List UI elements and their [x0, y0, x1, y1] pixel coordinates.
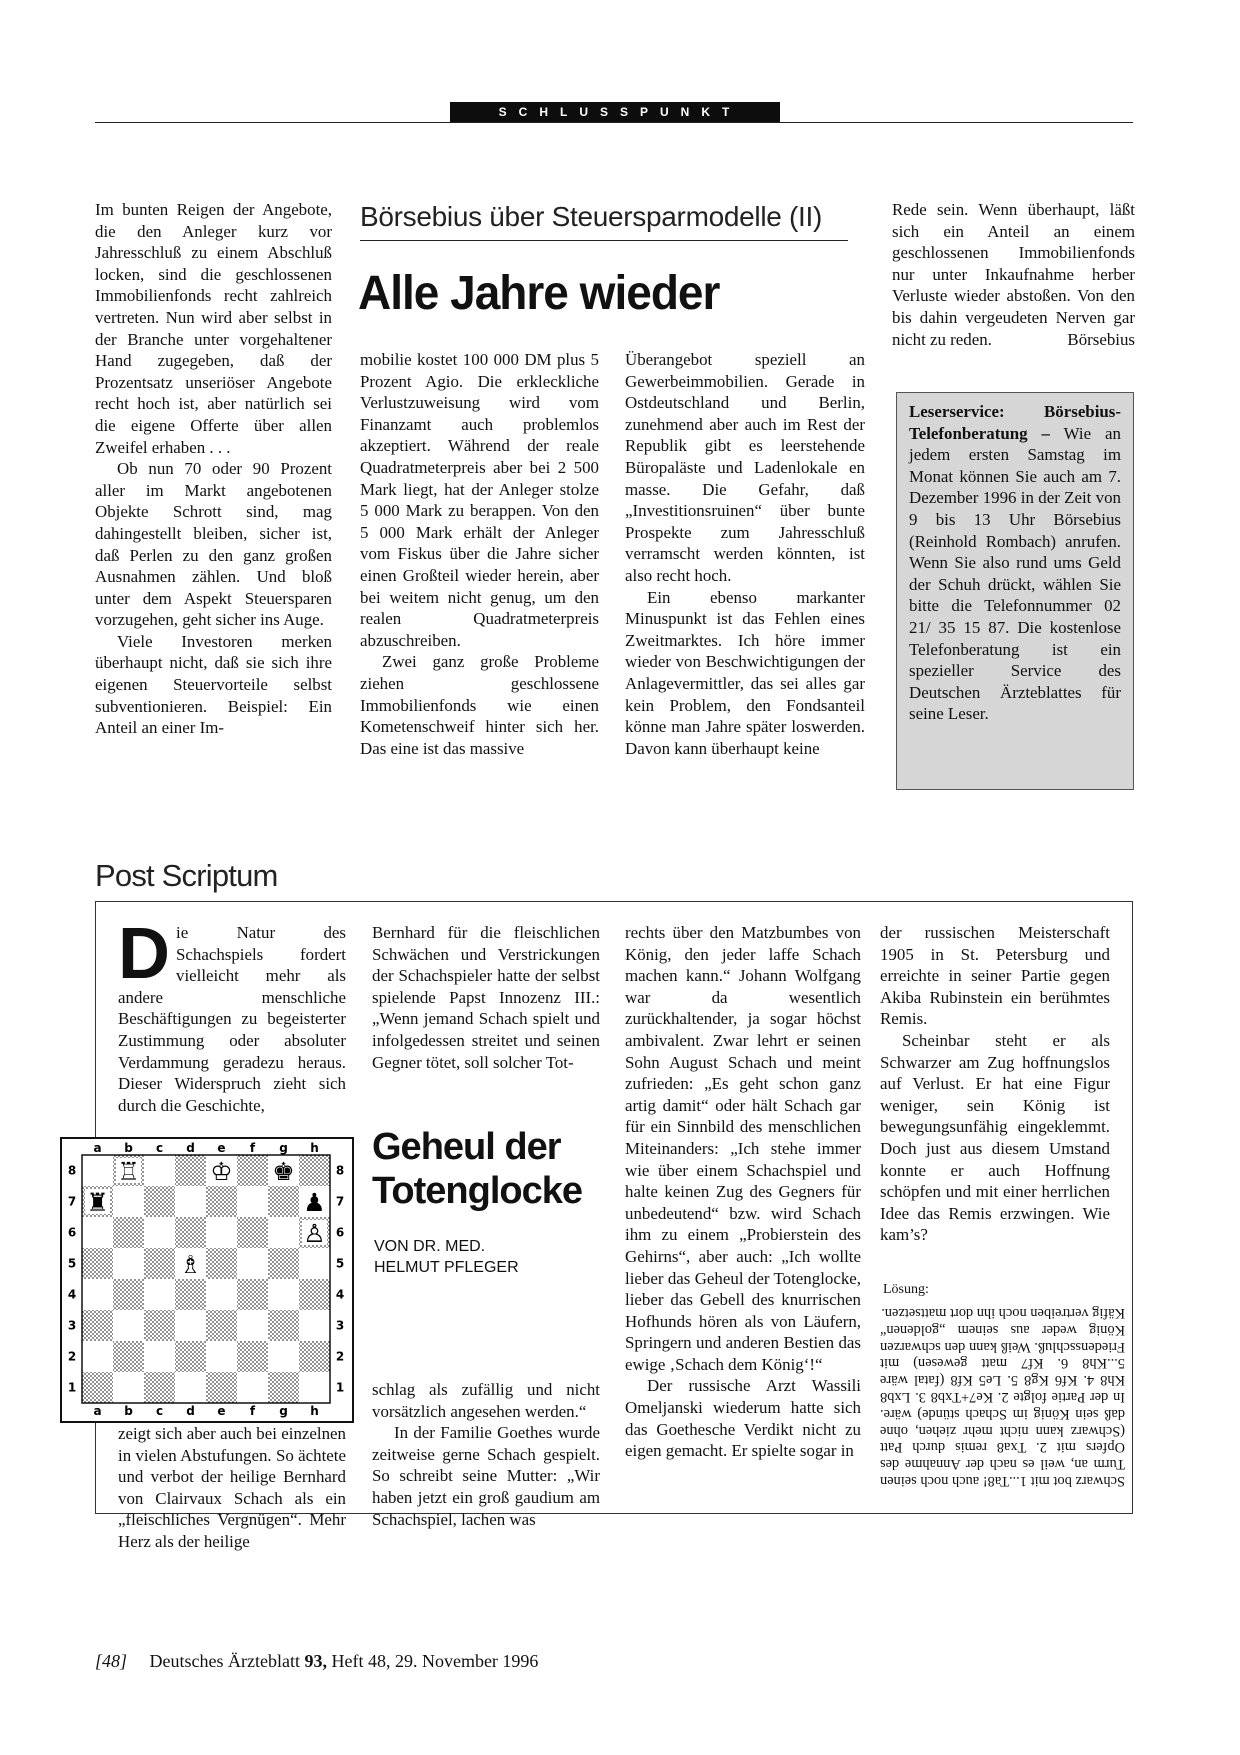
board-square-a1: [82, 1372, 113, 1403]
board-square-b1: [113, 1372, 144, 1403]
journal-volume: 93,: [304, 1651, 327, 1671]
article-paragraph: Rede sein. Wenn überhaupt, läßt sich ein Anteil an einem geschlossenen Immobilienfonds nur unter Inkaufnahme herber Verluste wieder abstoßen. Von den bis dahin vergeudeten Nerven gar nicht zu reden.: [892, 200, 1135, 349]
article-column-2: [360, 349, 599, 759]
article-column-3: [625, 349, 865, 759]
board-square-b4: [113, 1279, 144, 1310]
ps-byline: [374, 1236, 519, 1278]
board-square-d6: [175, 1217, 206, 1248]
file-label-h: h: [310, 1141, 319, 1155]
white-pawn-h6-icon: ♙: [303, 1219, 326, 1248]
chess-board-svg: [62, 1139, 352, 1421]
board-square-c8: [144, 1155, 175, 1186]
file-label-g: g: [279, 1404, 288, 1418]
author-signature: Börsebius: [1067, 329, 1135, 349]
board-square-c4: [144, 1279, 175, 1310]
board-square-h4: [299, 1279, 330, 1310]
file-label-f: f: [249, 1404, 256, 1418]
ps-paragraph: ie Natur des Schachspiels fordert vielleicht mehr als andere menschliche Beschäftigungen zu begeisterter Zustimmung oder absoluter Verdammung geradezu heraus. Dieser Widerspruch zieht sich durch die Geschichte,: [118, 923, 346, 1115]
article-paragraph: Ob nun 70 oder 90 Prozent aller im Markt angebotenen Objekte Schrott sind, mag dahingestellt bleiben, sicher ist, daß Perlen zu den ganz großen Ausnahmen zählen. Und bloß unter dem Aspekt Steuersparen vorzugehen, geht sicher ins Auge.: [95, 459, 332, 630]
reader-service-title: Leserservice: Börsebius-Telefonberatung –: [909, 402, 1121, 443]
rank-label-5: 5: [67, 1256, 77, 1271]
file-label-b: b: [124, 1404, 133, 1418]
board-square-b7: [113, 1186, 144, 1217]
board-square-e3: [206, 1310, 237, 1341]
board-square-f6: [237, 1217, 268, 1248]
board-square-g3: [268, 1310, 299, 1341]
board-square-c6: [144, 1217, 175, 1248]
file-label-c: c: [155, 1141, 164, 1155]
board-square-f8: [237, 1155, 268, 1186]
white-rook-b8-icon: ♖: [117, 1157, 140, 1186]
black-rook-a7-icon: ♜: [86, 1188, 109, 1217]
board-square-c5: [144, 1248, 175, 1279]
solution-label: Lösung:: [883, 1282, 929, 1297]
rank-label-6: 6: [67, 1225, 77, 1240]
board-square-a6: [82, 1217, 113, 1248]
solution-upside-down: Schwarz bot mit 1...Ta8! auch noch seinen Turm an, weil es nach der Annahme des Opfers mit 2. Txa8 remis durch Patt (Schwarz kann nicht mehr ziehen, ohne daß sein König im Schach stünde) wäre. In der Partie folgte 2. Ke7+Txb8 3. Lxb8 Kh8 4. Kf6 Kg8 5. Le5 Kf8 (fatal wäre 5...Kh8 6. Kf7 matt gewesen) mit Friedensschluß. Weiß kann den schwarzen König weder aus seinem „goldenen“ Käfig vertreiben noch ihn dort mattsetzen.: [880, 1304, 1125, 1489]
board-square-a2: [82, 1341, 113, 1372]
ps-column-1-bottom: [118, 1423, 346, 1553]
ps-column-2-bottom: [372, 1379, 600, 1530]
board-squares: [82, 1155, 330, 1403]
board-square-a5: [82, 1248, 113, 1279]
journal-issue: Heft 48, 29. November 1996: [331, 1651, 539, 1671]
board-square-d8: [175, 1155, 206, 1186]
rank-label-7: 7: [67, 1194, 77, 1209]
board-square-e6: [206, 1217, 237, 1248]
post-scriptum-title: Post Scriptum: [95, 858, 278, 893]
board-square-d3: [175, 1310, 206, 1341]
article-paragraph: Ein ebenso markanter Minuspunkt ist das Fehlen eines Zweitmarktes. Ich höre immer wieder von Beschwichtigungen der Anlagevermittler, das sei alles gar kein Problem, den Fondsanteil könne man Jahre später loswerden. Davon kann überhaupt keine: [625, 587, 865, 758]
file-label-e: e: [217, 1404, 226, 1418]
rank-label-5: 5: [335, 1256, 345, 1271]
article-paragraph: Im bunten Reigen der Angebote, die den Anleger kurz vor Jahresschluß zu einem Abschluß locken, sind die geschlossenen Immobilienfonds recht zahlreich vertreten. Nun wird aber selbst in der Branche unter vorgehaltener Hand zugegeben, daß der Prozentsatz unseriöser Angebote recht hoch ist, aber natürlich sei die eigene Offerte über allen Zweifel erhaben . . .: [95, 200, 332, 457]
board-square-f2: [237, 1341, 268, 1372]
board-square-e7: [206, 1186, 237, 1217]
board-square-g5: [268, 1248, 299, 1279]
board-square-d7: [175, 1186, 206, 1217]
rank-label-1: 1: [335, 1380, 345, 1395]
file-label-e: e: [217, 1141, 226, 1155]
header-rule: [95, 122, 1133, 123]
ps-column-4: [880, 922, 1110, 1246]
article-paragraph: Viele Investoren merken überhaupt nicht, daß sie sich ihre eigenen Steuervorteile selbst subventionieren. Beispiel: Ein Anteil an einer Im-: [95, 631, 332, 738]
rank-label-8: 8: [335, 1163, 345, 1178]
journal-name: Deutsches Ärzteblatt: [149, 1651, 300, 1671]
board-square-h8: [299, 1155, 330, 1186]
ps-paragraph: der russischen Meisterschaft 1905 in St. Petersburg und erreichte in seiner Partie gegen Akiba Rubinstein ein berühmtes Remis.: [880, 923, 1110, 1029]
drop-cap: D: [118, 914, 170, 994]
file-label-d: d: [186, 1141, 195, 1155]
article-paragraph: mobilie kostet 100 000 DM plus 5 Prozent Agio. Die erkleckliche Verlustzuweisung wird vom Finanzamt auch problemlos akzeptiert. Während der reale Quadratmeterpreis aber bei 2 500 Mark liegt, hat der Anleger stolze 5 000 Mark zu berappen. Von den 5 000 Mark erhält der Anleger vom Fiskus über die Jahre sicher einen Großteil wieder herein, aber bei weitem nicht genug, um den realen Quadratmeterpreis abzuschreiben.: [360, 350, 599, 650]
board-square-h1: [299, 1372, 330, 1403]
ps-paragraph: schlag als zufällig und nicht vorsätzlich angesehen werden.“: [372, 1380, 600, 1421]
board-square-b3: [113, 1310, 144, 1341]
board-square-e2: [206, 1341, 237, 1372]
board-square-b5: [113, 1248, 144, 1279]
ps-paragraph: Scheinbar steht er als Schwarzer am Zug hoffnungslos auf Verlust. Er hat eine Figur weniger, sein König ist bewegungsunfähig eingeklemmt. Doch just aus diesem Umstand konnte er auch Hoffnung schöpfen und mit einer herrlichen Idee das Remis erzwingen. Wie kam’s?: [880, 1030, 1110, 1245]
board-square-f4: [237, 1279, 268, 1310]
board-square-e1: [206, 1372, 237, 1403]
rank-label-2: 2: [67, 1349, 77, 1364]
board-square-a4: [82, 1279, 113, 1310]
rank-label-7: 7: [335, 1194, 345, 1209]
board-square-c7: [144, 1186, 175, 1217]
article-paragraph: Überangebot speziell an Gewerbeimmobilien. Gerade in Ostdeutschland und Berlin, zunehmend aber auch im Rest der Republik gibt es leerstehende Büropaläste und Ladenlokale en masse. Die Gefahr, daß „Investitionsruinen“ über bunte Prospekte zum Jahresschluß verramscht werden könnten, ist also recht hoch.: [625, 350, 865, 585]
page-number: [48]: [95, 1651, 128, 1671]
rank-label-2: 2: [335, 1349, 345, 1364]
board-square-h3: [299, 1310, 330, 1341]
file-label-a: a: [93, 1404, 102, 1418]
page-footer: [95, 1651, 538, 1672]
white-bishop-d5-icon: ♗: [179, 1250, 202, 1279]
ps-headline: Geheul der Totenglocke: [372, 1126, 582, 1212]
board-square-d2: [175, 1341, 206, 1372]
article-kicker: Börsebius über Steuersparmodelle (II): [360, 201, 823, 232]
file-label-a: a: [93, 1141, 102, 1155]
board-square-h2: [299, 1341, 330, 1372]
ps-paragraph: zeigt sich aber auch bei einzelnen in vielen Abstufungen. So ächtete und verbot der heilige Bernhard von Clairvaux Schach als ein „fleischliches Vergnügen“. Mehr Herz als der heilige: [118, 1424, 346, 1551]
board-square-d1: [175, 1372, 206, 1403]
rank-label-3: 3: [335, 1318, 345, 1333]
ps-column-2-top: [372, 922, 600, 1073]
board-square-f5: [237, 1248, 268, 1279]
article-column-1: [95, 199, 332, 739]
article-paragraph: Zwei ganz große Probleme ziehen geschlossene Immobilienfonds wie einen Kometenschweif hinter sich her. Das eine ist das massive: [360, 652, 599, 758]
board-square-g7: [268, 1186, 299, 1217]
board-square-g6: [268, 1217, 299, 1248]
rank-label-4: 4: [67, 1287, 77, 1302]
ps-paragraph: Der russische Arzt Wassili Omeljanski wiederum hatte sich das Goethesche Verdikt nicht zu eigen gemacht. Er spielte sogar in: [625, 1376, 861, 1461]
reader-service-box: [896, 392, 1134, 790]
board-square-a3: [82, 1310, 113, 1341]
byline-line-2: HELMUT PFLEGER: [374, 1259, 519, 1276]
file-label-d: d: [186, 1404, 195, 1418]
board-square-c1: [144, 1372, 175, 1403]
ps-column-3: [625, 922, 861, 1462]
rank-label-4: 4: [335, 1287, 345, 1302]
board-square-g1: [268, 1372, 299, 1403]
file-label-f: f: [249, 1141, 256, 1155]
article-column-4: [892, 199, 1135, 350]
rank-label-8: 8: [67, 1163, 77, 1178]
board-square-d4: [175, 1279, 206, 1310]
ps-paragraph: In der Familie Goethes wurde zeitweise gerne Schach gespielt. So schreibt seine Mutter: „Wir haben jetzt ein groß gaudium am Schachspiel, lachen was: [372, 1423, 600, 1529]
kicker-rule: [360, 240, 848, 241]
reader-service-text: Wie an jedem ersten Samstag im Monat können Sie auch am 7. Dezember 1996 in der Zeit von 9 bis 13 Uhr Börsebius (Reinhold Rombach) anrufen. Wenn Sie also rund ums Geld der Schuh drückt, wählen Sie bitte die Telefonnummer 02 21/ 35 15 87. Die kostenlose Telefonberatung ist ein spezieller Service des Deutschen Ärzteblattes für seine Leser.: [909, 423, 1122, 724]
black-king-g8-icon: ♚: [272, 1157, 295, 1186]
byline-line-1: VON DR. MED.: [374, 1238, 486, 1255]
section-banner: SCHLUSSPUNKT: [450, 102, 780, 122]
ps-paragraph: Bernhard für die fleischlichen Schwächen und Verstrickungen der Schachspieler hatte der selbst spielende Papst Innozenz III.: „Wenn jemand Schach spielt und infolgedessen streitet und seinen Gegner tötet, soll solcher Tot-: [372, 923, 600, 1072]
board-square-c2: [144, 1341, 175, 1372]
rank-label-3: 3: [67, 1318, 77, 1333]
file-label-h: h: [310, 1404, 319, 1418]
ps-paragraph: rechts über den Matzbumbes von König, den jeder laffe Schach machen kann.“ Johann Wolfgang war da wesentlich zurückhaltender, ja sogar höchst ambivalent. Zwar lehrt er seinen Sohn August Schach und meint zufrieden: „Es geht schon ganz artig damit“ oder hält Schach gar für ein Sinnbild des menschlichen Miteinanders: „Ich stehe immer wie über einem Schachspiel und halte keinen Zug des Gegners für unbedeutend“ bzw. wird Schach ihm zu einem „Probierstein des Gehirns“, aber auch: „Ich wollte lieber das Geheul der Totenglocke, lieber das Gebell des knurrischen Hofhunds hören als von Läufern, Springern und anderen Bestien das ewige ‚Schach dem König‘!“: [625, 923, 861, 1374]
article-headline: Alle Jahre wieder: [358, 264, 720, 320]
board-square-e4: [206, 1279, 237, 1310]
white-king-e8-icon: ♔: [210, 1157, 233, 1186]
black-pawn-h7-icon: ♟: [303, 1188, 326, 1217]
board-square-g2: [268, 1341, 299, 1372]
board-square-a8: [82, 1155, 113, 1186]
chess-diagram: [60, 1137, 354, 1423]
board-square-b6: [113, 1217, 144, 1248]
board-square-h5: [299, 1248, 330, 1279]
file-label-g: g: [279, 1141, 288, 1155]
rank-label-6: 6: [335, 1225, 345, 1240]
board-square-c3: [144, 1310, 175, 1341]
board-square-e5: [206, 1248, 237, 1279]
file-label-c: c: [155, 1404, 164, 1418]
ps-column-1-top: [118, 914, 346, 1116]
board-square-f3: [237, 1310, 268, 1341]
board-square-b2: [113, 1341, 144, 1372]
rank-label-1: 1: [67, 1380, 77, 1395]
board-square-f1: [237, 1372, 268, 1403]
board-square-g4: [268, 1279, 299, 1310]
board-square-f7: [237, 1186, 268, 1217]
frame-right-edge: [1132, 1193, 1133, 1513]
file-label-b: b: [124, 1141, 133, 1155]
